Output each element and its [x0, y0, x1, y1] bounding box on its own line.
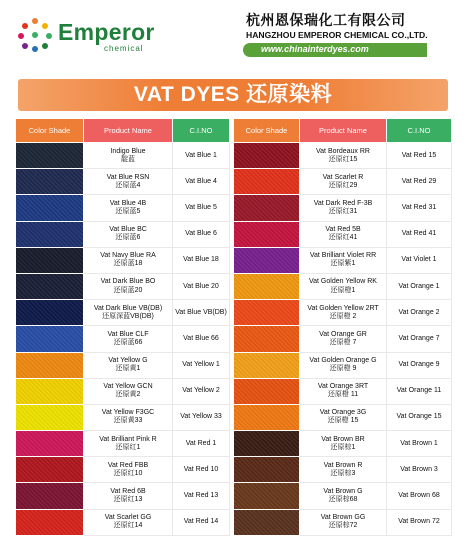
- product-name-cell: [84, 352, 173, 378]
- product-name-en: Vat Bordeaux RR: [316, 147, 370, 155]
- table-row: [16, 221, 452, 247]
- product-name-en: Vat Navy Blue RA: [100, 252, 156, 260]
- website-link[interactable]: www.chinainterdyes.com: [261, 44, 369, 54]
- table-row: [16, 378, 452, 404]
- color-swatch: [16, 352, 84, 378]
- page-header: [0, 0, 467, 66]
- table-body: [16, 143, 452, 536]
- color-swatch: [16, 326, 84, 352]
- product-name-cell: [84, 143, 173, 169]
- ci-number-cell: Vat Brown 1: [387, 431, 452, 457]
- product-name-cell: [84, 483, 173, 509]
- company-name-en: HANGZHOU EMPEROR CHEMICAL CO.,LTD.: [246, 30, 428, 40]
- ci-number-cell: Vat Red 15: [387, 143, 452, 169]
- ci-number-cell: Vat Orange 7: [387, 326, 452, 352]
- ci-number-cell: Vat Brown 3: [387, 457, 452, 483]
- product-name-cn: 还原蓝66: [113, 338, 143, 346]
- product-name-en: Vat Yellow G: [108, 357, 148, 365]
- ci-number-cell: Vat Red 41: [387, 221, 452, 247]
- color-swatch: [16, 143, 84, 169]
- product-name-cn: 还原橙 2: [329, 312, 357, 320]
- product-name-cell: [300, 326, 387, 352]
- header-product-name: Product Name: [84, 119, 173, 143]
- company-name-cn: 杭州恩保瑞化工有限公司: [246, 12, 406, 28]
- ci-number-cell: Vat Yellow 2: [173, 378, 230, 404]
- product-name-cell: [84, 273, 173, 299]
- color-swatch: [234, 326, 300, 352]
- product-name-cn: 还原红31: [328, 207, 358, 215]
- product-name-cn: 还原棕68: [328, 496, 358, 504]
- ci-number-cell: Vat Red 10: [173, 457, 230, 483]
- ci-number-cell: Vat Blue 5: [173, 195, 230, 221]
- product-name-cell: [300, 457, 387, 483]
- product-name-cn: 还原红15: [328, 155, 358, 163]
- color-swatch: [16, 169, 84, 195]
- product-name-en: Vat Brown R: [323, 461, 363, 469]
- product-name-cn: 还原紫1: [330, 260, 356, 268]
- product-name-cell: [300, 143, 387, 169]
- ci-number-cell: Vat Red 31: [387, 195, 452, 221]
- product-name-cell: [300, 247, 387, 273]
- product-name-cell: [84, 300, 173, 326]
- table-row: [16, 247, 452, 273]
- ci-number-cell: Vat Orange 1: [387, 273, 452, 299]
- product-name-cn: 还原红41: [328, 234, 358, 242]
- ci-number-cell: Vat Brown 68: [387, 483, 452, 509]
- table-row: [16, 143, 452, 169]
- product-name-en: Vat Brown BR: [321, 435, 365, 443]
- ci-number-cell: Vat Blue 6: [173, 221, 230, 247]
- color-swatch: [234, 143, 300, 169]
- header-ci-no-2: C.I.NO: [387, 119, 452, 143]
- table-header-row: [16, 119, 452, 143]
- color-swatch: [234, 221, 300, 247]
- product-name-cn: 还原红13: [113, 496, 143, 504]
- product-name-cn: 还原蓝6: [115, 234, 141, 242]
- table-row: [16, 326, 452, 352]
- product-name-cell: [300, 273, 387, 299]
- header-color-shade-2: Color Shade: [234, 119, 300, 143]
- product-name-cell: [300, 300, 387, 326]
- color-swatch: [234, 195, 300, 221]
- product-name-en: Vat Orange GR: [319, 330, 367, 338]
- product-name-cell: [300, 352, 387, 378]
- product-name-cn: 还原黄2: [115, 391, 141, 399]
- color-swatch: [16, 247, 84, 273]
- product-name-cell: [84, 221, 173, 247]
- ci-number-cell: Vat Red 13: [173, 483, 230, 509]
- ci-number-cell: Vat Blue 1: [173, 143, 230, 169]
- logo-icon: [18, 18, 52, 52]
- title-banner: [18, 79, 448, 111]
- product-name-cn: 还原棕3: [330, 469, 356, 477]
- product-name-cn: 还原棕72: [328, 522, 358, 530]
- color-swatch: [234, 404, 300, 430]
- ci-number-cell: Vat Orange 11: [387, 378, 452, 404]
- website-bar: [243, 43, 427, 57]
- product-name-en: Vat Blue 4B: [109, 199, 147, 207]
- product-name-en: Vat Blue BC: [109, 226, 147, 234]
- color-swatch: [16, 378, 84, 404]
- product-name-en: Vat Orange 3G: [319, 409, 367, 417]
- product-name-cn: 还原黄33: [113, 417, 143, 425]
- table-row: [16, 457, 452, 483]
- product-name-cn: 还原棕1: [330, 443, 356, 451]
- table-row: [16, 300, 452, 326]
- color-swatch: [234, 431, 300, 457]
- table-row: [16, 404, 452, 430]
- product-name-cn: 还原橙 9: [329, 365, 357, 373]
- table-row: [16, 195, 452, 221]
- header-product-name-2: Product Name: [300, 119, 387, 143]
- dye-table: [15, 118, 452, 536]
- brand-subtitle: chemical: [104, 44, 144, 53]
- ci-number-cell: Vat Yellow 1: [173, 352, 230, 378]
- product-name-en: Vat Golden Orange G: [309, 357, 377, 365]
- product-name-en: Vat Red 5B: [325, 226, 361, 234]
- product-name-en: Vat Red FBB: [107, 461, 149, 469]
- brand-name: Emperor: [58, 19, 155, 45]
- product-name-cell: [84, 247, 173, 273]
- color-swatch: [16, 404, 84, 430]
- color-swatch: [234, 483, 300, 509]
- ci-number-cell: Vat Blue 4: [173, 169, 230, 195]
- product-name-cell: [300, 195, 387, 221]
- product-name-en: Vat Blue RSN: [106, 173, 150, 181]
- banner-title: VAT DYES 还原染料: [133, 83, 333, 106]
- color-swatch: [234, 457, 300, 483]
- header-ci-no: C.I.NO: [173, 119, 230, 143]
- product-name-cn: 还原橙1: [330, 286, 356, 294]
- ci-number-cell: Vat Yellow 33: [173, 404, 230, 430]
- product-name-cn: 还原蓝4: [115, 181, 141, 189]
- product-name-cell: [84, 431, 173, 457]
- ci-number-cell: Vat Violet 1: [387, 247, 452, 273]
- product-name-en: Vat Dark Blue BO: [100, 278, 156, 286]
- table-row: [16, 352, 452, 378]
- product-name-cell: [300, 404, 387, 430]
- color-swatch: [234, 169, 300, 195]
- table-row: [16, 483, 452, 509]
- header-color-shade: Color Shade: [16, 119, 84, 143]
- product-name-en: Vat Scarlet R: [322, 173, 364, 181]
- product-name-en: Vat Dark Blue VB(DB): [93, 304, 163, 312]
- product-name-en: Vat Brown G: [323, 487, 363, 495]
- product-name-cell: [300, 169, 387, 195]
- product-name-en: Vat Golden Yellow RK: [309, 278, 377, 286]
- ci-number-cell: Vat Brown 72: [387, 509, 452, 535]
- product-name-cell: [300, 509, 387, 535]
- product-name-cell: [300, 431, 387, 457]
- product-name-cell: [300, 378, 387, 404]
- color-swatch: [234, 352, 300, 378]
- product-name-en: Vat Dark Red F-3B: [313, 199, 373, 207]
- product-name-cell: [84, 404, 173, 430]
- table-row: [16, 273, 452, 299]
- product-name-en: Vat Blue CLF: [107, 330, 149, 338]
- product-name-cell: [84, 195, 173, 221]
- product-name-cell: [300, 221, 387, 247]
- color-swatch: [16, 483, 84, 509]
- product-name-cn: 还原橙 11: [327, 391, 359, 399]
- color-swatch: [234, 300, 300, 326]
- product-name-cn: 还原蓝18: [113, 260, 143, 268]
- product-name-cn: 还原红10: [113, 469, 143, 477]
- product-name-cn: 还原黄1: [115, 365, 141, 373]
- product-name-en: Vat Red 6B: [110, 487, 146, 495]
- product-name-en: Vat Orange 3RT: [317, 383, 369, 391]
- product-name-cell: [84, 509, 173, 535]
- ci-number-cell: Vat Blue VB(DB): [173, 300, 230, 326]
- color-swatch: [234, 273, 300, 299]
- product-name-cn: 还原蓝20: [113, 286, 143, 294]
- product-name-en: Vat Scarlet GG: [104, 514, 152, 522]
- product-name-cn: 还原橙 15: [327, 417, 359, 425]
- color-swatch: [234, 378, 300, 404]
- product-name-cn: 还原橙 7: [329, 338, 357, 346]
- product-name-cn: 还原红1: [115, 443, 141, 451]
- ci-number-cell: Vat Red 1: [173, 431, 230, 457]
- product-name-cell: [300, 483, 387, 509]
- product-name-cn: 还原红14: [113, 522, 143, 530]
- color-swatch: [234, 247, 300, 273]
- product-name-cn: 还原深蓝VB(DB): [102, 312, 154, 320]
- ci-number-cell: Vat Red 29: [387, 169, 452, 195]
- ci-number-cell: Vat Blue 66: [173, 326, 230, 352]
- product-name-cell: [84, 169, 173, 195]
- product-name-en: Indigo Blue: [110, 147, 146, 155]
- ci-number-cell: Vat Orange 2: [387, 300, 452, 326]
- color-swatch: [16, 509, 84, 535]
- product-name-en: Vat Golden Yellow 2RT: [307, 304, 379, 312]
- product-name-cell: [84, 457, 173, 483]
- product-name-cell: [84, 378, 173, 404]
- color-swatch: [234, 509, 300, 535]
- product-name-en: Vat Brilliant Pink R: [99, 435, 157, 443]
- ci-number-cell: Vat Blue 20: [173, 273, 230, 299]
- product-name-en: Vat Brilliant Violet RR: [309, 252, 377, 260]
- table-row: [16, 509, 452, 535]
- color-swatch: [16, 431, 84, 457]
- color-swatch: [16, 457, 84, 483]
- table-row: [16, 169, 452, 195]
- table-row: [16, 431, 452, 457]
- color-swatch: [16, 221, 84, 247]
- color-swatch: [16, 273, 84, 299]
- color-swatch: [16, 195, 84, 221]
- ci-number-cell: Vat Blue 18: [173, 247, 230, 273]
- color-swatch: [16, 300, 84, 326]
- product-name-en: Vat Brown GG: [320, 514, 366, 522]
- product-name-cell: [84, 326, 173, 352]
- ci-number-cell: Vat Orange 9: [387, 352, 452, 378]
- product-name-cn: 还原红29: [328, 181, 358, 189]
- ci-number-cell: Vat Orange 15: [387, 404, 452, 430]
- ci-number-cell: Vat Red 14: [173, 509, 230, 535]
- product-name-en: Vat Yellow F3GC: [101, 409, 155, 417]
- product-name-cn: 靛蓝: [121, 155, 135, 163]
- product-name-en: Vat Yellow GCN: [103, 383, 153, 391]
- product-name-cn: 还原蓝5: [115, 207, 141, 215]
